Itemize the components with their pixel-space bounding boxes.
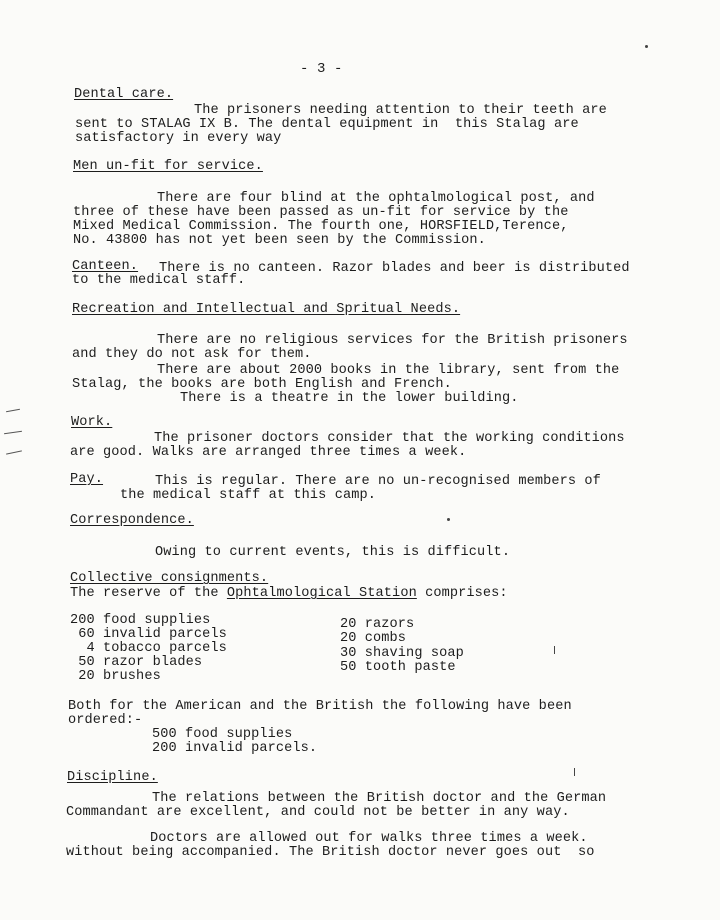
recreation-line-1: There are no religious services for the British prisoners <box>157 333 628 348</box>
canteen-line-1: There is no canteen. Razor blades and beer is distributed <box>159 261 630 276</box>
discipline-line-4: without being accompanied. The British doctor never goes out so <box>66 845 595 860</box>
dental-line-1: The prisoners needing attention to their teeth are <box>194 103 607 118</box>
right-item-3: 30 shaving soap <box>340 646 464 661</box>
dental-line-3: satisfactory in every way <box>75 131 282 146</box>
left-item-4: 50 razor blades <box>70 655 203 670</box>
heading-collective-consignments: Collective consignments. <box>70 571 269 586</box>
margin-mark <box>6 450 22 454</box>
recreation-line-5: There is a theatre in the lower building. <box>180 391 519 406</box>
margin-mark <box>6 409 20 412</box>
ordered-line-1: Both for the American and the British the following have been <box>68 699 572 714</box>
margin-mark <box>4 431 22 434</box>
discipline-line-1: The relations between the British doctor and the German <box>152 791 607 806</box>
ordered-item-2: 200 invalid parcels. <box>152 741 318 756</box>
recreation-line-3: There are about 2000 books in the library, sent from the <box>157 363 620 378</box>
heading-men-unfit: Men un-fit for service. <box>73 159 263 174</box>
heading-discipline: Discipline. <box>67 770 158 785</box>
unfit-line-2: three of these have been passed as un-fit for service by the <box>73 205 569 220</box>
left-item-1: 200 food supplies <box>70 613 211 628</box>
heading-work: Work. <box>71 415 113 430</box>
right-item-4: 50 tooth paste <box>340 660 456 675</box>
canteen-line-2: to the medical staff. <box>72 273 246 288</box>
ordered-item-1: 500 food supplies <box>152 727 293 742</box>
heading-pay: Pay. <box>70 472 104 487</box>
unfit-line-3: Mixed Medical Commission. The fourth one, HORSFIELD,Terence, <box>73 219 569 234</box>
pay-line-2: the medical staff at this camp. <box>120 488 376 503</box>
heading-recreation: Recreation and Intellectual and Spritual Needs. <box>72 302 461 317</box>
consignments-intro <box>70 587 508 601</box>
page-number: - 3 - <box>300 61 343 77</box>
scan-speck <box>447 518 450 521</box>
consignments-intro-prefix: The reserve of the <box>70 586 227 601</box>
scan-speck <box>574 768 575 776</box>
discipline-line-2: Commandant are excellent, and could not be better in any way. <box>66 805 570 820</box>
consignments-intro-station: Ophtalmological Station <box>226 586 417 601</box>
left-item-3: 4 tobacco parcels <box>70 641 227 656</box>
pay-line-1: This is regular. There are no un-recognised members of <box>155 474 601 489</box>
correspondence-line-1: Owing to current events, this is difficult. <box>155 545 511 560</box>
work-line-2: are good. Walks are arranged three times a week. <box>70 445 467 460</box>
right-item-2: 20 combs <box>340 631 407 646</box>
heading-correspondence: Correspondence. <box>70 513 194 528</box>
right-item-1: 20 razors <box>340 617 415 632</box>
unfit-line-1: There are four blind at the ophtalmological post, and <box>157 191 595 206</box>
recreation-line-2: and they do not ask for them. <box>72 347 312 362</box>
ordered-line-2: ordered:- <box>68 713 143 728</box>
discipline-line-3: Doctors are allowed out for walks three times a week. <box>150 831 588 846</box>
heading-canteen: Canteen. <box>72 259 139 274</box>
consignments-intro-suffix: comprises: <box>416 586 508 601</box>
work-line-1: The prisoner doctors consider that the working conditions <box>154 431 625 446</box>
recreation-line-4: Stalag, the books are both English and French. <box>72 377 452 392</box>
scan-speck <box>554 646 555 654</box>
left-item-2: 60 invalid parcels <box>70 627 227 642</box>
scan-speck <box>645 45 648 48</box>
left-item-5: 20 brushes <box>70 669 161 684</box>
heading-dental-care: Dental care. <box>74 87 174 102</box>
unfit-line-4: No. 43800 has not yet been seen by the Commission. <box>73 233 486 248</box>
dental-line-2: sent to STALAG IX B. The dental equipment in this Stalag are <box>75 117 579 132</box>
